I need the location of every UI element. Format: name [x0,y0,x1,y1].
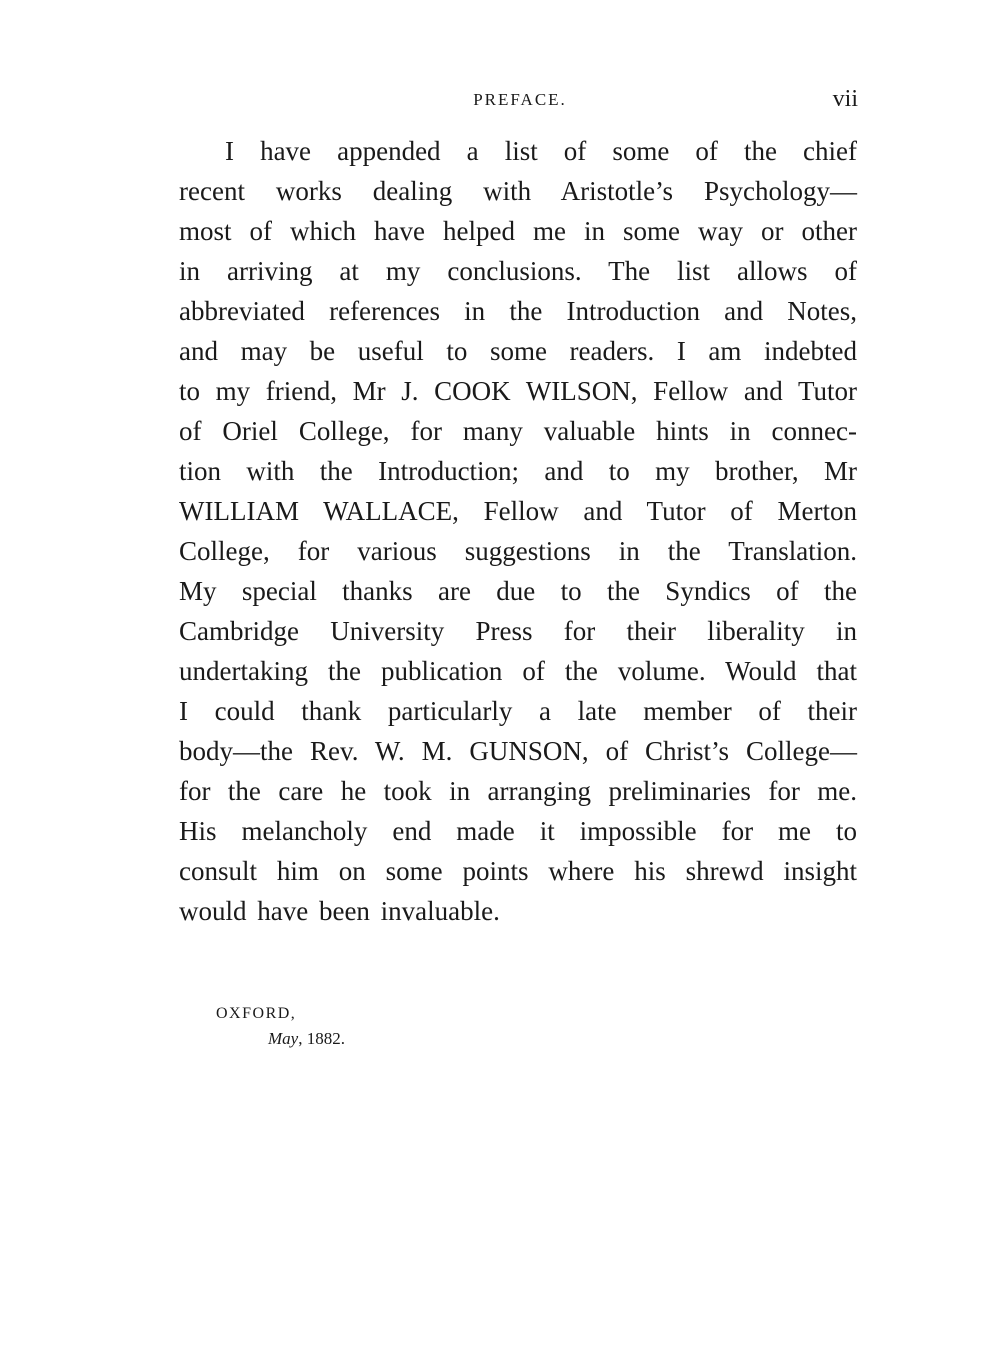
text-line: WILLIAM WALLACE, Fellow and Tutor of Merton [179,496,857,526]
running-head [180,86,860,116]
text-line: I have appended a list of some of the chief [225,136,857,166]
signoff-date: May, 1882. [268,1029,345,1048]
running-title: PREFACE. [473,90,567,109]
text-line: tion with the Introduction; and to my brother, Mr [179,456,857,486]
preface-paragraph [179,131,857,931]
text-line: College, for various suggestions in the Translation. [179,536,857,566]
text-line: Cambridge University Press for their liberality in [179,616,857,646]
text-line: most of which have helped me in some way or other [179,216,857,246]
text-line: in arriving at my conclusions. The list allows of [179,256,857,286]
signoff [216,1002,345,1052]
text-line: His melancholy end made it impossible for me to [179,816,857,846]
signoff-month: May [268,1029,299,1048]
text-line: for the care he took in arranging preliminaries for me. [179,776,857,806]
text-line: recent works dealing with Aristotle’s Psychology— [179,176,857,206]
signoff-place: OXFORD, [216,1005,297,1022]
text-line: body—the Rev. W. M. GUNSON, of Christ’s College— [179,736,857,766]
text-line: and may be useful to some readers. I am indebted [179,336,857,366]
signoff-year: 1882. [306,1029,345,1048]
text-line: of Oriel College, for many valuable hints in connec- [179,416,857,446]
text-line: abbreviated references in the Introduction and Notes, [179,296,857,326]
text-line: to my friend, Mr J. COOK WILSON, Fellow and Tutor [179,376,857,406]
text-line: I could thank particularly a late member of their [179,696,857,726]
text-line: My special thanks are due to the Syndics of the [179,576,857,606]
text-line: undertaking the publication of the volume. Would that [179,656,857,686]
text-line: consult him on some points where his shrewd insight [179,856,857,886]
page-number: vii [832,86,858,112]
text-line: would have been invaluable. [179,896,500,926]
